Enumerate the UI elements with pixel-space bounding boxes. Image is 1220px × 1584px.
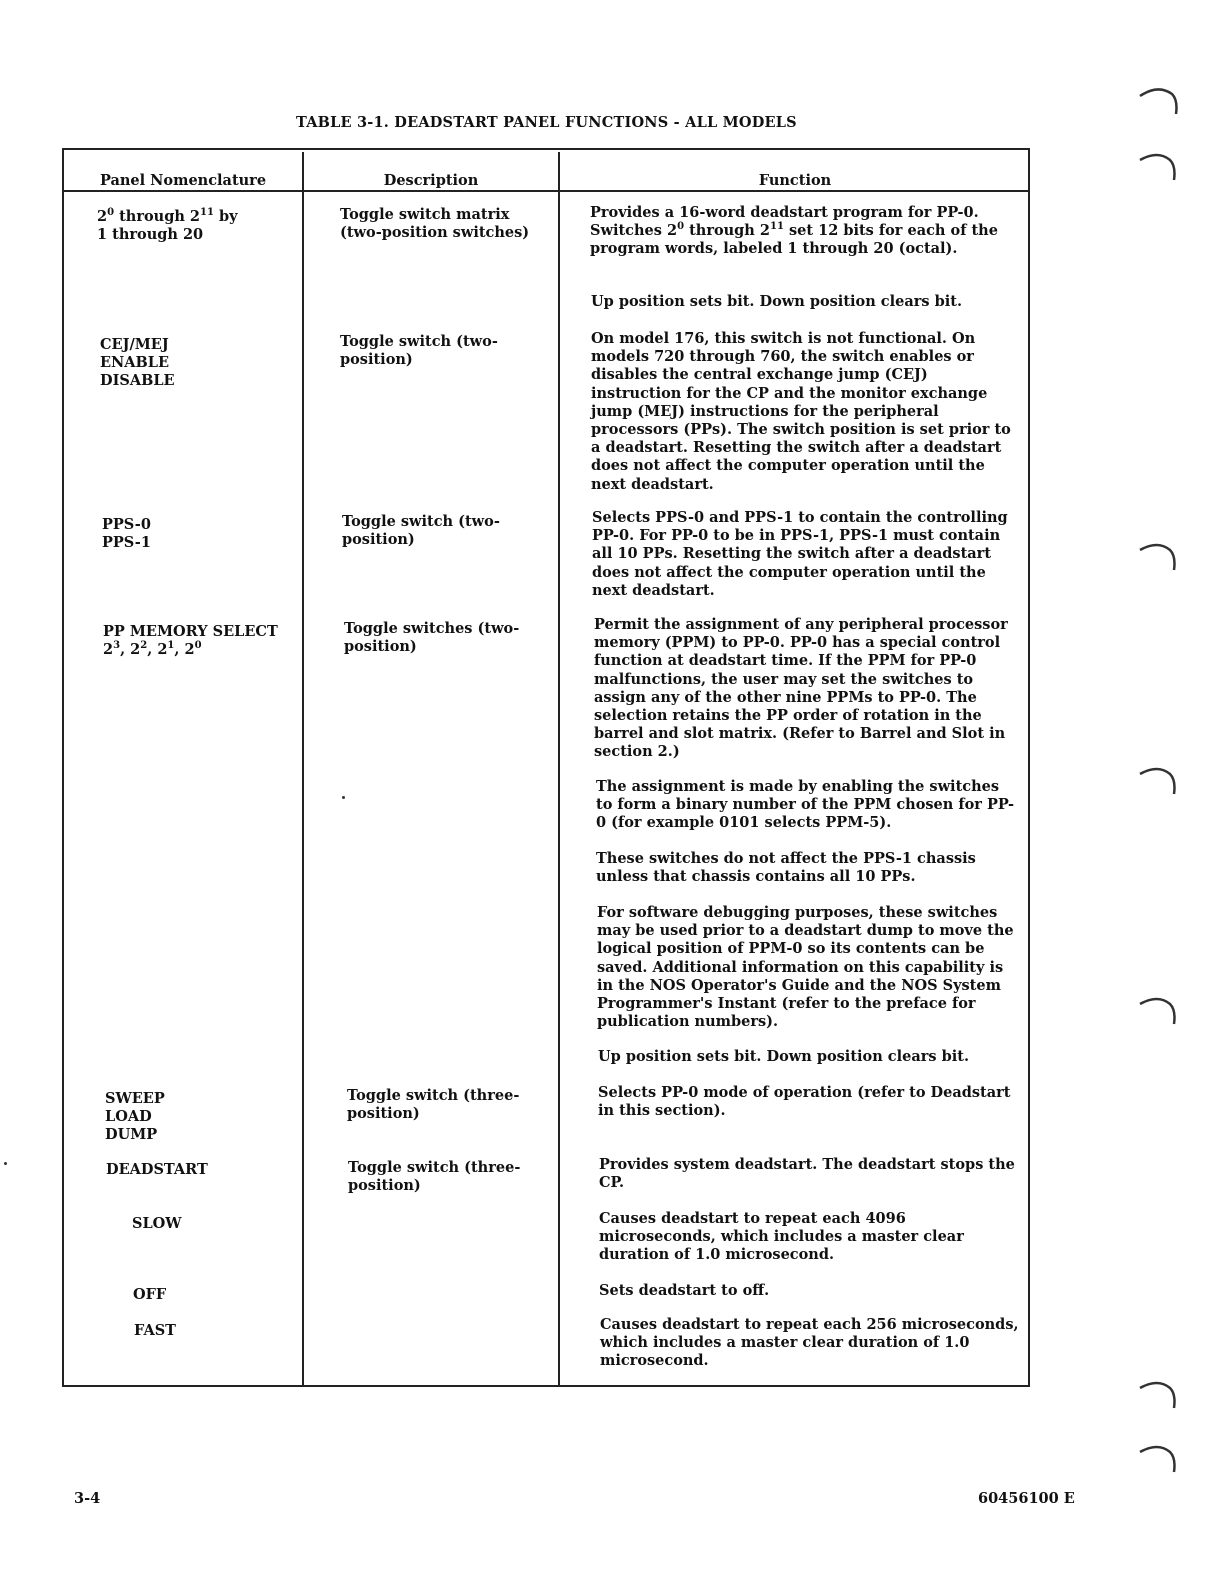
column-divider-1 — [302, 152, 304, 1387]
row2-description: Toggle switch (two- position) — [340, 333, 498, 369]
stray-mark — [4, 1162, 7, 1165]
row2-function: On model 176, this switch is not functional. On models 720 through 760, the switch enables or disables the central exchange jump (CEJ) instruction for the CP and the monitor exchange jump (MEJ) instructions for the peripheral processors (PPs). The switch position is set prior to a deadstart. Resetting the switch after a deadstart does not affect the computer operation until the next deadstart. — [591, 330, 1011, 493]
row7-function: Causes deadstart to repeat each 4096 microseconds, which includes a master clear duration of 1.0 microsecond. — [599, 1210, 964, 1264]
row3-panel-nomenclature: PPS-0 PPS-1 — [102, 516, 151, 552]
row2-panel-nomenclature: CEJ/MEJ ENABLE DISABLE — [100, 336, 175, 390]
binder-mark-icon — [1138, 538, 1182, 574]
row9-panel-nomenclature: FAST — [134, 1322, 176, 1339]
binder-mark-icon — [1138, 992, 1182, 1028]
header-divider — [62, 190, 1030, 192]
row5-description: Toggle switch (three- position) — [347, 1087, 520, 1123]
row6-function: Provides system deadstart. The deadstart stops the CP. — [599, 1156, 1015, 1192]
row8-function: Sets deadstart to off. — [599, 1282, 770, 1299]
row4-function-p4: For software debugging purposes, these switches may be used prior to a deadstart dump to move the logical position of PPM-0 so its contents can be saved. Additional information on this capability is in the NOS Operator's Guide and the NOS System Programmer's Instant (refer to the preface for publication numbers). — [597, 904, 1014, 1031]
binder-mark-icon — [1138, 1376, 1182, 1412]
document-number: 60456100 E — [978, 1490, 1075, 1507]
row4-function-p1: Permit the assignment of any peripheral processor memory (PPM) to PP-0. PP-0 has a special control function at deadstart time. If the PPM for PP-0 malfunctions, the user may set the switches to assign any of the other nine PPMs to PP-0. The selection retains the PP order of rotation in the barrel and slot matrix. (Refer to Barrel and Slot in section 2.) — [594, 616, 1008, 761]
row7-panel-nomenclature: SLOW — [132, 1215, 182, 1232]
row4-function-p5: Up position sets bit. Down position clears bit. — [598, 1048, 969, 1065]
row6-panel-nomenclature: DEADSTART — [106, 1161, 208, 1178]
row1-panel-nomenclature: $2^0$ through $2^{11}$ by 1 through 20 — [97, 207, 238, 244]
row3-function: Selects PPS-0 and PPS-1 to contain the controlling PP-0. For PP-0 to be in PPS-1, PPS-1 must contain all 10 PPs. Resetting the switch after a deadstart does not affect the computer operation until the next deadstart. — [592, 509, 1008, 599]
header-description: Description — [383, 172, 479, 189]
row4-function-p2: The assignment is made by enabling the switches to form a binary number of the PPM chosen for PP-0 (for example 0101 selects PPM-5). — [596, 778, 1015, 832]
row3-description: Toggle switch (two- position) — [342, 513, 500, 549]
row1-description: Toggle switch matrix (two-position switches) — [340, 206, 530, 242]
page-number: 3-4 — [74, 1490, 101, 1507]
row1-function-p1: Provides a 16-word deadstart program for PP-0. Switches $2^0$ through $2^{11}$ set 12 bits for each of the program words, labeled 1 through 20 (octal). — [590, 204, 998, 258]
row4-description: Toggle switches (two- position) — [344, 620, 520, 656]
row5-panel-nomenclature: SWEEP LOAD DUMP — [105, 1090, 165, 1144]
header-panel-nomenclature: Panel Nomenclature — [99, 172, 267, 189]
table-title: TABLE 3-1. DEADSTART PANEL FUNCTIONS - ALL MODELS — [296, 114, 797, 131]
row8-panel-nomenclature: OFF — [133, 1286, 167, 1303]
header-function: Function — [758, 172, 832, 189]
row5-function: Selects PP-0 mode of operation (refer to Deadstart in this section). — [598, 1084, 1011, 1120]
row9-function: Causes deadstart to repeat each 256 microseconds, which includes a master clear duration of 1.0 microsecond. — [600, 1316, 1019, 1370]
row4-function-p3: These switches do not affect the PPS-1 chassis unless that chassis contains all 10 PPs. — [596, 850, 976, 886]
row6-description: Toggle switch (three- position) — [348, 1159, 521, 1195]
column-divider-2 — [558, 152, 560, 1387]
binder-mark-icon — [1138, 1440, 1182, 1476]
stray-mark — [342, 796, 345, 799]
binder-mark-icon — [1138, 84, 1182, 120]
binder-mark-icon — [1138, 148, 1182, 184]
row1-function-p2: Up position sets bit. Down position clears bit. — [591, 293, 962, 310]
binder-mark-icon — [1138, 762, 1182, 798]
row4-panel-nomenclature: PP MEMORY SELECT $2^3$, $2^2$, $2^1$, $2^0$ — [103, 623, 278, 659]
